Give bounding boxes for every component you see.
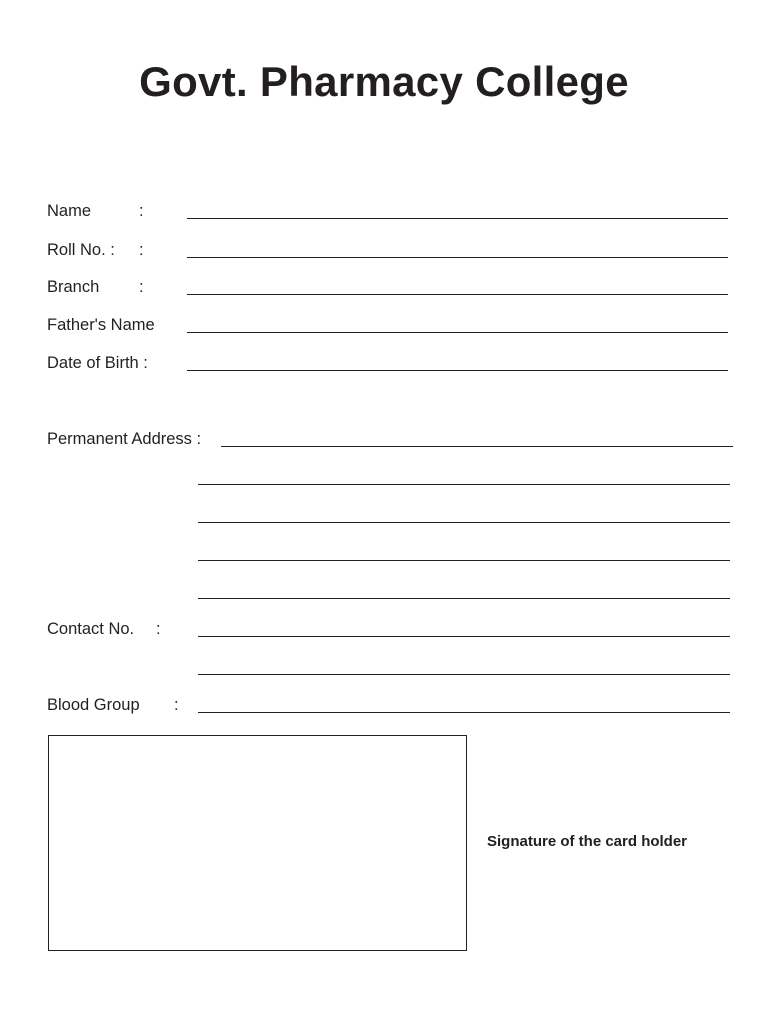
branch-field-line[interactable] — [187, 294, 728, 295]
contact-no-colon: : — [156, 620, 161, 638]
roll-no-colon: : — [139, 241, 144, 259]
contact-no-line-1[interactable] — [198, 636, 730, 637]
blood-group-colon: : — [174, 696, 179, 714]
blood-group-label: Blood Group — [47, 696, 140, 714]
address-line-3[interactable] — [198, 522, 730, 523]
address-line-4[interactable] — [198, 560, 730, 561]
branch-colon: : — [139, 278, 144, 296]
fathers-name-field-line[interactable] — [187, 332, 728, 333]
dob-label: Date of Birth : — [47, 354, 148, 372]
name-colon: : — [139, 202, 144, 220]
branch-label: Branch — [47, 278, 100, 296]
name-field-line[interactable] — [187, 218, 728, 219]
page-title: Govt. Pharmacy College — [139, 58, 629, 105]
contact-no-line-2[interactable] — [198, 674, 730, 675]
address-line-2[interactable] — [198, 484, 730, 485]
contact-no-label: Contact No. — [47, 620, 135, 638]
roll-no-field-line[interactable] — [187, 257, 728, 258]
blood-group-field-line[interactable] — [198, 712, 730, 713]
address-line-5[interactable] — [198, 598, 730, 599]
dob-field-line[interactable] — [187, 370, 728, 371]
roll-no-label: Roll No. : — [47, 241, 115, 259]
permanent-address-label: Permanent Address : — [47, 430, 202, 448]
name-label: Name — [47, 202, 92, 220]
signature-label: Signature of the card holder — [487, 833, 688, 850]
fathers-name-label: Father's Name — [47, 316, 155, 334]
address-line-1[interactable] — [221, 446, 733, 447]
signature-box[interactable] — [48, 735, 467, 951]
